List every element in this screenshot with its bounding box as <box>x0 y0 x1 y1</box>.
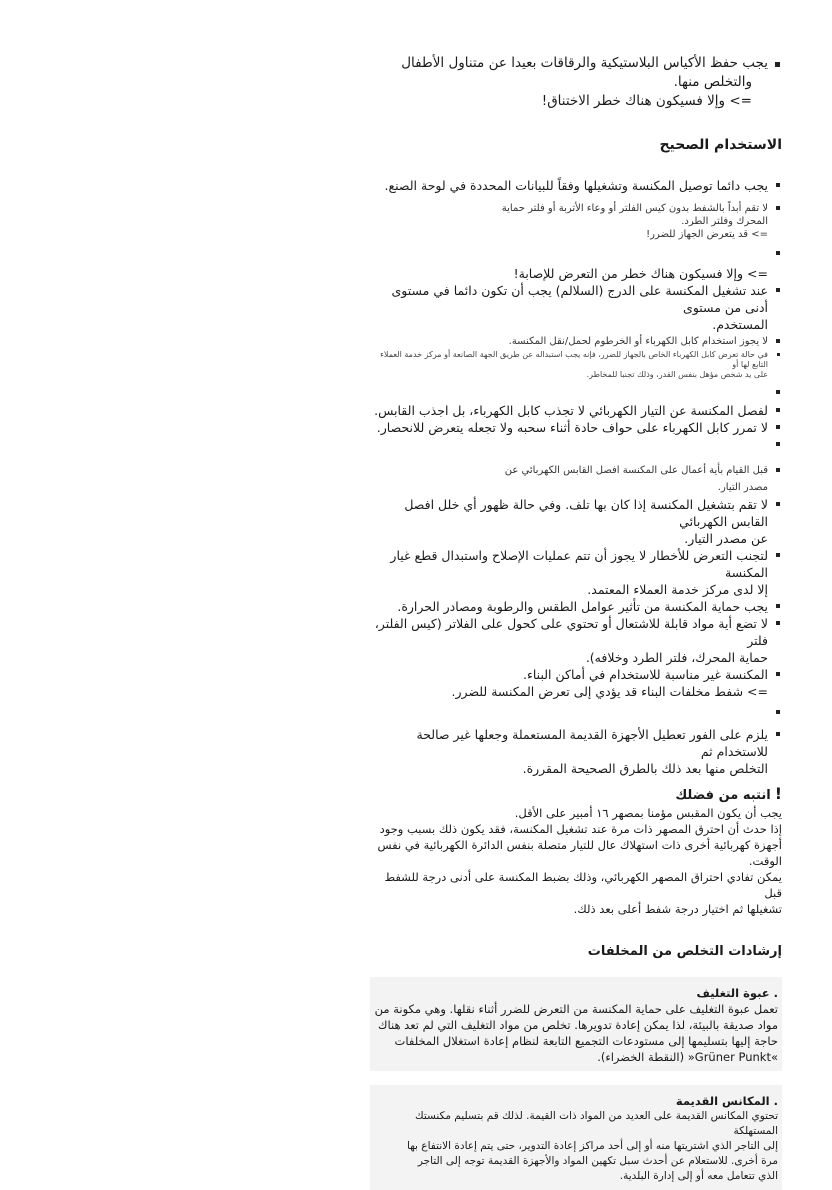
text-line: => قد يتعرض الجهاز للضرر! <box>646 229 768 240</box>
list-item <box>370 54 782 111</box>
list-item <box>370 245 782 259</box>
text-line: يجب أن يكون المقبس مؤمنا بمصهر ١٦ أمبير على الأقل. <box>514 806 782 820</box>
list-item <box>370 547 782 598</box>
text-line: عن مصدر التيار. <box>684 531 768 546</box>
bullet-icon <box>776 425 780 429</box>
text-line: => وإلا فسيكون هناك خطر من التعرض للإصابة! <box>513 266 768 281</box>
text-line: حماية المحرك، فلتر الطرد وخلافه). <box>585 650 768 665</box>
text-line: »Grüner Punkt« (النقطة الخضراء). <box>597 1050 778 1064</box>
packaging-box <box>370 977 782 1071</box>
old-appliances-title: . المكانس القديمة <box>675 1094 778 1108</box>
text-line: التخلص منها بعد ذلك بالطرق الصحيحة المقررة. <box>522 761 768 776</box>
exclamation-icon: ! <box>774 784 782 803</box>
text-line: إلا لدى مركز خدمة العملاء المعتمد. <box>587 582 768 597</box>
text-line: على يد شخص مؤهل بنفس القدر، وذلك تجنبا للمخاطر. <box>586 370 768 379</box>
bullet-icon <box>776 502 780 506</box>
bullet-icon <box>776 408 780 412</box>
bullet-icon <box>776 339 780 343</box>
bullet-icon <box>776 442 780 446</box>
list-item <box>370 598 782 615</box>
text-line: في حالة تعرض كابل الكهرباء الخاص بالجهاز للضرر، فإنه يجب استبداله عن طريق الجهة الصانعة أو مركز خدمة العملاء التابع لها أو <box>380 350 768 369</box>
list-item <box>370 419 782 436</box>
list-item <box>370 177 782 194</box>
text-line: الوقت. <box>748 854 782 868</box>
text-line: عند تشغيل المكنسة على الدرج (السلالم) يجب أن تكون دائما في مستوى أدنى من مستوى <box>391 283 768 315</box>
text-line: حاجة إليها بتسليمها إلى مستودعات التجميع التابعة لنظام إعادة استغلال المخلفات <box>394 1034 778 1048</box>
text-line: لفصل المكنسة عن التيار الكهربائي لا تجذب كابل الكهرباء، بل اجذب القابس. <box>374 403 768 418</box>
text-line: لا تقم أبداً بالشفط بدون كيس الفلتر أو وعاء الأتربة أو فلتر حماية <box>501 203 768 214</box>
list-item <box>370 265 782 282</box>
bullet-icon <box>776 468 780 472</box>
text-line: => شفط مخلفات البناء قد يؤدي إلى تعرض المكنسة للضرر. <box>451 684 768 699</box>
section-title-disposal: إرشادات التخلص من المخلفات <box>587 944 782 959</box>
list-item <box>370 335 782 348</box>
packaging-title: . عبوة التغليف <box>696 986 778 1000</box>
bullet-icon <box>776 288 780 292</box>
text-line: مصدر التيار. <box>717 482 768 493</box>
bullet-icon <box>776 604 780 608</box>
text-line: يلزم على الفور تعطيل الأجهزة القديمة المستعملة وجعلها غير صالحة للاستخدام ثم <box>416 727 768 759</box>
bullet-icon <box>777 353 780 356</box>
bullet-icon <box>776 553 780 557</box>
list-item <box>370 726 782 777</box>
text-line: المحرك وفلتر الطرد. <box>681 216 768 227</box>
bullet-icon <box>776 183 780 187</box>
text-line: يجب دائما توصيل المكنسة وتشغيلها وفقاً للبيانات المحددة في لوحة الصنع. <box>384 178 768 193</box>
text-line: لا تضع أية مواد قابلة للاشتعال أو تحتوي على كحول على الفلاتر (كيس الفلتر، فلتر <box>374 616 768 648</box>
list-item <box>370 282 782 333</box>
bullet-icon <box>776 390 780 394</box>
list-item <box>370 402 782 419</box>
bullet-icon <box>776 732 780 736</box>
list-item <box>370 384 782 398</box>
text-line: => وإلا فسيكون هناك خطر الاختناق! <box>541 93 752 109</box>
text-line: يمكن تفادي احتراق المصهر الكهربائي، وذلك بضبط المكنسة على أدنى درجة للشفط قبل <box>384 870 782 900</box>
text-line: المكنسة غير مناسبة للاستخدام في أماكن البناء. <box>523 667 768 682</box>
text-line: يجب حفظ الأكياس البلاستيكية والرقاقات بعيدا عن متناول الأطفال <box>401 55 768 71</box>
text-line: لا يجوز استخدام كابل الكهرباء أو الخرطوم لحمل/نقل المكنسة. <box>508 336 768 347</box>
text-line: لا تقم بتشغيل المكنسة إذا كان بها تلف. وفي حالة ظهور أي خلل افصل القابس الكهربائي <box>404 497 768 529</box>
bullet-icon <box>776 710 780 714</box>
list-item <box>370 202 782 241</box>
old-appliances-title-text: المكانس القديمة <box>675 1094 770 1108</box>
text-line: يجب حماية المكنسة من تأثير عوامل الطقس والرطوبة ومصادر الحرارة. <box>397 599 768 614</box>
list-item <box>370 704 782 718</box>
text-line: إلى التاجر الذي اشتريتها منه أو إلى أحد مراكز إعادة التدوير، حتى يتم إعادة الانتفاع بها <box>407 1140 778 1152</box>
manual-page <box>370 48 782 1190</box>
old-appliances-box <box>370 1085 782 1190</box>
bullet-icon <box>776 621 780 625</box>
list-item <box>370 436 782 450</box>
bullet-icon <box>776 251 780 255</box>
bullet-icon <box>776 206 780 210</box>
text-line: مواد صديقة بالبيئة، لذا يمكن إعادة تدويرها. تخلص من مواد التغليف التي لم تعد هناك <box>378 1018 778 1032</box>
text-line: أجهزة كهربائية أخرى ذات استهلاك عال للتيار متصلة بنفس الدائرة الكهربائية في نفس <box>377 838 782 852</box>
text-line: مرة أخرى. للاستعلام عن أحدث سبل تكهين المواد والأجهزة القديمة توجه إلى التاجر <box>417 1155 778 1167</box>
text-line: لا تمرر كابل الكهرباء على حواف حادة أثناء سحبه ولا تجعله يتعرض للانحصار. <box>376 420 768 435</box>
text-line: لتجنب التعرض للأخطار لا يجوز أن تتم عمليات الإصلاح واستبدال قطع غيار المكنسة <box>390 548 768 580</box>
text-line: والتخلص منها. <box>673 74 752 90</box>
list-item <box>370 350 782 380</box>
list-item <box>370 496 782 547</box>
text-line: تحتوي المكانس القديمة على العديد من المواد ذات القيمة. لذلك قم بتسليم مكنستك المستهلكة <box>414 1110 778 1137</box>
bullet-icon <box>776 672 780 676</box>
list-item <box>370 666 782 700</box>
attention-title-text: انتبه من فضلك <box>675 788 771 803</box>
text-line: تشغيلها ثم اختيار درجة شفط أعلى بعد ذلك. <box>573 902 782 916</box>
text-line: قبل القيام بأية أعمال على المكنسة افصل القابس الكهربائي عن <box>504 465 768 476</box>
text-line: إذا حدث أن احترق المصهر ذات مرة عند تشغيل المكنسة، فقد يكون ذلك بسبب وجود <box>379 822 782 836</box>
packaging-title-text: عبوة التغليف <box>696 986 770 1000</box>
attention-box <box>370 785 782 917</box>
list-item <box>370 464 782 494</box>
list-item <box>370 615 782 666</box>
section-title-correct-use: الاستخدام الصحيح <box>659 137 782 153</box>
text-line: الذي تتعامل معه أو إلى إدارة البلدية. <box>619 1170 778 1182</box>
text-line: المستخدم. <box>712 317 768 332</box>
attention-title <box>370 785 782 805</box>
bullet-icon <box>775 62 780 67</box>
text-line: تعمل عبوة التغليف على حماية المكنسة من التعرض للضرر أثناء نقلها. وهي مكونة من <box>374 1002 778 1016</box>
